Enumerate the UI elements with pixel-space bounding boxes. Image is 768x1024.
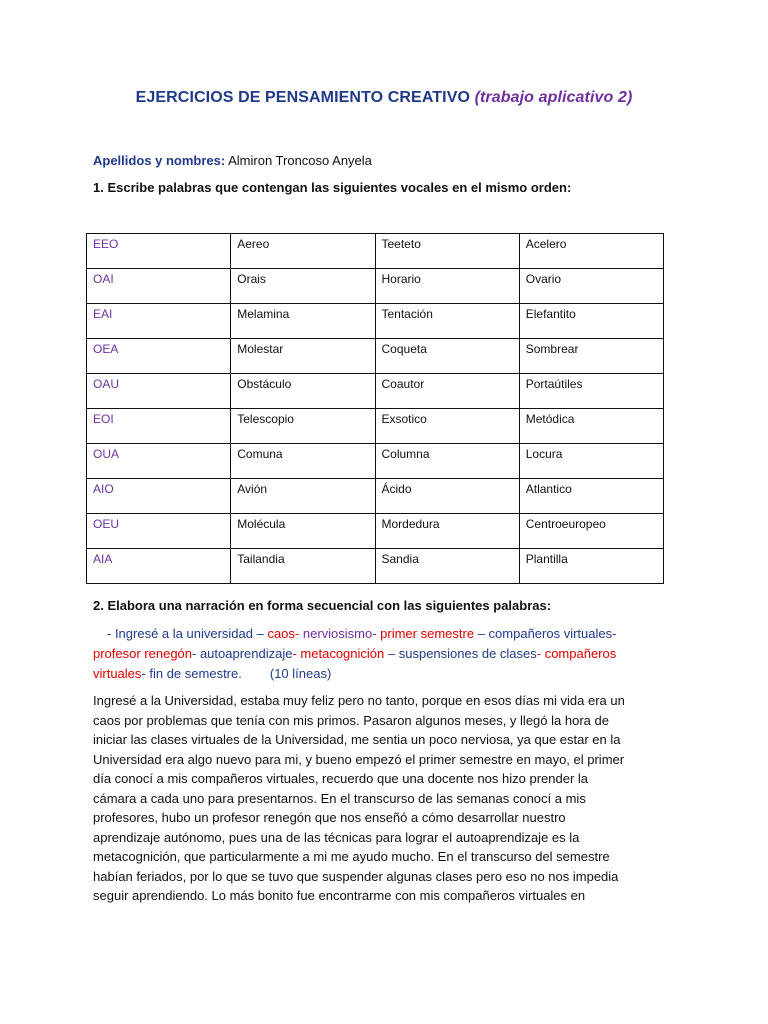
line-count: (10 líneas)	[269, 666, 332, 681]
table-row	[87, 444, 664, 479]
narration-line: día conocí a mis compañeros virtuales, recuerdo que una docente nos hizo prender la	[93, 771, 589, 786]
word-cell: Melamina	[231, 304, 375, 339]
word-cell: Horario	[375, 269, 519, 304]
word-cell: Centroeuropeo	[519, 514, 663, 549]
table-row	[87, 339, 664, 374]
question-2: 2. Elabora una narración en forma secuencial con las siguientes palabras:	[93, 598, 552, 613]
narration-line: caos por problemas que tenía con mis primos. Pasaron algunos meses, y llegó la hora de	[93, 712, 609, 728]
word-cell: Mordedura	[375, 514, 519, 549]
narration-line: Universidad era algo nuevo para mi, y bueno empezó el primer semestre en mayo, el primer	[93, 751, 625, 767]
word-cell: Ácido	[375, 479, 519, 514]
vowel-code-cell: OEA	[87, 339, 231, 374]
word-cell: Tentación	[375, 304, 519, 339]
word-cell: Orais	[231, 269, 375, 304]
table-row	[87, 304, 664, 339]
narration-line: iniciar las clases virtuales de la Universidad, me sentia un poco nerviosa, ya que estar en la	[93, 732, 621, 747]
word-cell: Telescopio	[231, 409, 375, 444]
table-row	[87, 234, 664, 269]
table-row	[87, 514, 664, 549]
narration-line: Ingresé a la Universidad, estaba muy feliz pero no tanto, porque en esos días mi vida era un	[93, 693, 625, 708]
word-4: primer semestre	[376, 626, 475, 641]
dash-2: –	[474, 626, 489, 641]
word-cell: Locura	[519, 444, 663, 479]
word-list-line-1	[93, 624, 673, 644]
word-cell: Obstáculo	[231, 374, 375, 409]
word-cell: Teeteto	[375, 234, 519, 269]
table-row	[87, 374, 664, 409]
word-cell: Plantilla	[519, 549, 663, 584]
word-8: - metacognición	[292, 646, 385, 661]
vowel-code-cell: EAI	[87, 304, 231, 339]
word-6: profesor renegón	[93, 646, 193, 661]
word-1: - Ingresé a la universidad	[107, 626, 253, 641]
title-subtitle: (trabajo aplicativo 2)	[474, 89, 633, 106]
word-cell: Atlantico	[519, 479, 663, 514]
vowel-code-cell: OAU	[87, 374, 231, 409]
word-cell: Avión	[231, 479, 375, 514]
vowel-code-cell: AIA	[87, 549, 231, 584]
page-title	[0, 89, 768, 107]
word-cell: Aereo	[231, 234, 375, 269]
word-cell: Exsotico	[375, 409, 519, 444]
student-value: Almiron Troncoso Anyela	[228, 153, 372, 168]
word-cell: Acelero	[519, 234, 663, 269]
narration-line: aprendizaje autónomo, pues una de las técnicas para lograr el autoaprendizaje es la	[93, 829, 580, 845]
word-2: caos-	[267, 626, 300, 641]
word-cell: Columna	[375, 444, 519, 479]
word-cell: Elefantito	[519, 304, 663, 339]
table-row	[87, 409, 664, 444]
narration-paragraph	[93, 691, 683, 906]
student-label: Apellidos y nombres:	[93, 153, 226, 168]
word-cell: Molécula	[231, 514, 375, 549]
word-list-line-2	[93, 644, 673, 664]
narration-line: metacognición, que particularmente a mi me ayudo mucho. En el transcurso del semestre	[93, 849, 610, 864]
word-12: - fin de semestre.	[141, 666, 242, 681]
word-cell: Portaútiles	[519, 374, 663, 409]
vowel-code-cell: OUA	[87, 444, 231, 479]
word-cell: Sandia	[375, 549, 519, 584]
question-1: 1. Escribe palabras que contengan las siguientes vocales en el mismo orden:	[93, 180, 572, 195]
word-cell: Molestar	[231, 339, 375, 374]
word-cell: Comuna	[231, 444, 375, 479]
table-row	[87, 479, 664, 514]
word-list-line-3	[93, 664, 673, 684]
word-cell: Metódica	[519, 409, 663, 444]
dash-1: –	[252, 626, 268, 641]
vowel-code-cell: AIO	[87, 479, 231, 514]
vowel-code-cell: EEO	[87, 234, 231, 269]
vowel-code-cell: OAI	[87, 269, 231, 304]
word-cell: Tailandia	[231, 549, 375, 584]
word-9: suspensiones de clases	[398, 646, 537, 661]
word-11: virtuales	[93, 666, 142, 681]
vowel-words-table	[86, 233, 664, 584]
vowel-code-cell: OEU	[87, 514, 231, 549]
student-names	[93, 153, 372, 168]
narration-line: habían feriados, por lo que se tuvo que suspender algunas clases pero eso no nos impedia	[93, 868, 619, 884]
narration-line: seguir aprendiendo. Lo más bonito fue encontrarme con mis compañeros virtuales en	[93, 888, 586, 903]
word-10: - compañeros	[536, 646, 617, 661]
table-row	[87, 549, 664, 584]
word-3: nerviosismo-	[299, 626, 377, 641]
word-cell: Ovario	[519, 269, 663, 304]
vowel-code-cell: EOI	[87, 409, 231, 444]
dash-3: –	[384, 646, 399, 661]
narration-line: profesores, hubo un profesor renegón que nos enseñó a cómo desarrollar nuestro	[93, 810, 566, 825]
word-cell: Coqueta	[375, 339, 519, 374]
word-7: - autoaprendizaje	[192, 646, 293, 661]
word-cell: Sombrear	[519, 339, 663, 374]
narration-line: cámara a cada uno para presentarnos. En el transcurso de las semanas conocí a mis	[93, 790, 586, 806]
table-row	[87, 269, 664, 304]
word-cell: Coautor	[375, 374, 519, 409]
word-5: compañeros virtuales-	[488, 626, 617, 641]
title-main: EJERCICIOS DE PENSAMIENTO CREATIVO	[135, 89, 471, 106]
word-list	[93, 624, 673, 684]
